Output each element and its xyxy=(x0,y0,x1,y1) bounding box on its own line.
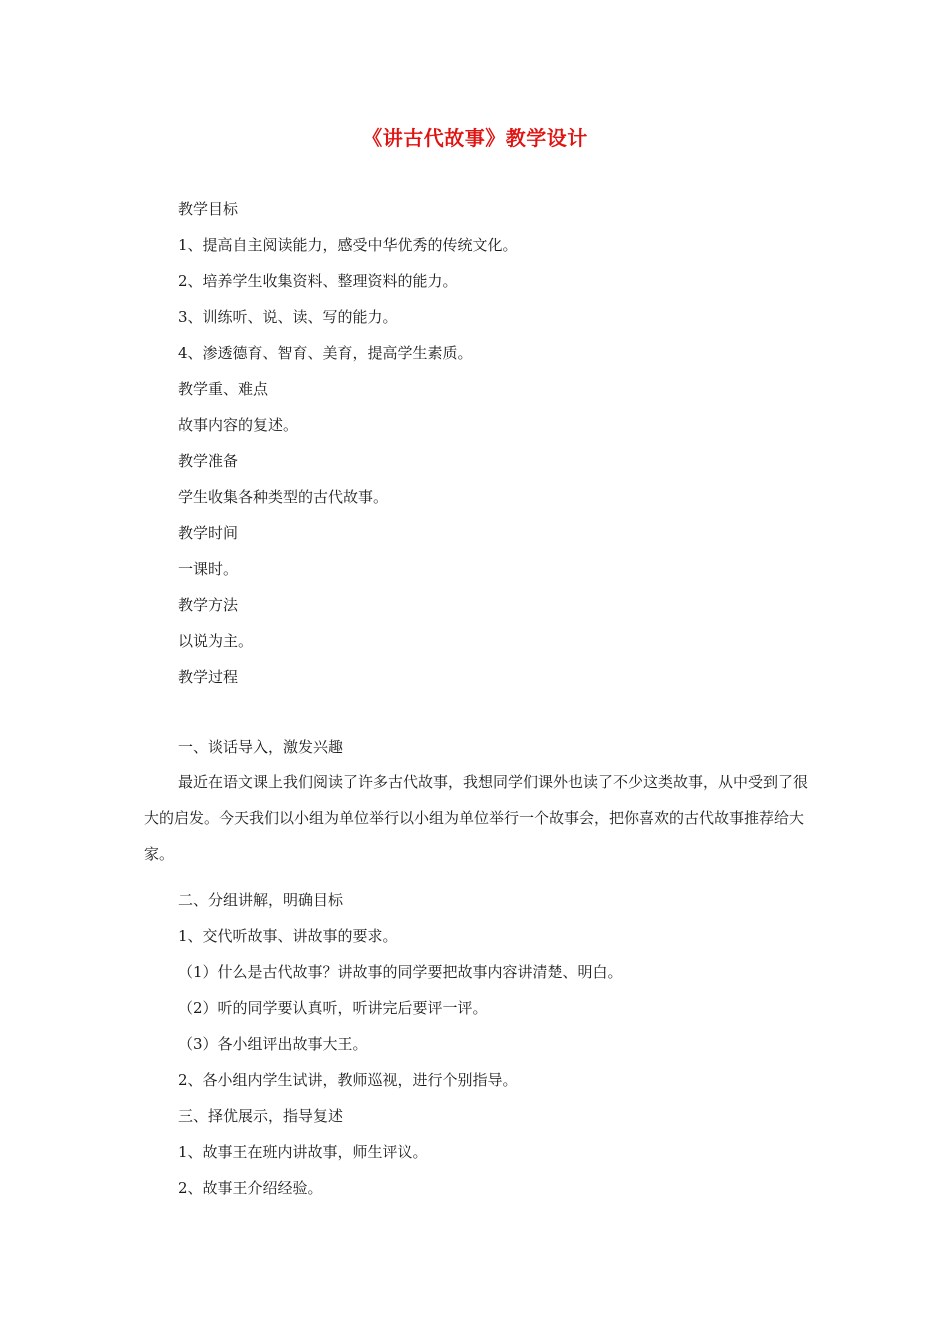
goal-item-2: 2、培养学生收集资料、整理资料的能力。 xyxy=(178,272,458,290)
section-heading-time: 教学时间 xyxy=(178,524,239,542)
section-heading-preparation: 教学准备 xyxy=(178,452,239,470)
step-2-subitem-2: （2）听的同学要认真听，听讲完后要评一评。 xyxy=(178,999,488,1017)
section-heading-process: 教学过程 xyxy=(178,668,239,686)
step-3-item-1: 1、故事王在班内讲故事，师生评议。 xyxy=(178,1143,428,1161)
preparation-text: 学生收集各种类型的古代故事。 xyxy=(178,488,389,506)
step-heading-1: 一、谈话导入，激发兴趣 xyxy=(178,738,344,756)
key-points-text: 故事内容的复述。 xyxy=(178,416,299,434)
goal-item-1: 1、提高自主阅读能力，感受中华优秀的传统文化。 xyxy=(178,236,518,254)
method-text: 以说为主。 xyxy=(178,632,254,650)
document-title: 《讲古代故事》教学设计 xyxy=(362,126,588,150)
goal-item-3: 3、训练听、说、读、写的能力。 xyxy=(178,308,398,326)
section-heading-method: 教学方法 xyxy=(178,596,239,614)
section-heading-key-points: 教学重、难点 xyxy=(178,380,269,398)
step-2-subitem-1: （1）什么是古代故事？讲故事的同学要把故事内容讲清楚、明白。 xyxy=(178,963,623,981)
time-text: 一课时。 xyxy=(178,560,239,578)
section-heading-goals: 教学目标 xyxy=(178,200,239,218)
step-3-item-2: 2、故事王介绍经验。 xyxy=(178,1179,323,1197)
intro-paragraph: 最近在语文课上我们阅读了许多古代故事，我想同学们课外也读了不少这类故事，从中受到了很大的启发。今天我们以小组为单位举行以小组为单位举行一个故事会，把你喜欢的古代故事推荐给大家。 xyxy=(144,773,809,863)
step-heading-3: 三、择优展示，指导复述 xyxy=(178,1107,344,1125)
step-2-item-2: 2、各小组内学生试讲，教师巡视，进行个别指导。 xyxy=(178,1071,518,1089)
step-2-item-1: 1、交代听故事、讲故事的要求。 xyxy=(178,927,398,945)
step-heading-2: 二、分组讲解，明确目标 xyxy=(178,891,344,909)
goal-item-4: 4、渗透德育、智育、美育，提高学生素质。 xyxy=(178,344,473,362)
step-2-subitem-3: （3）各小组评出故事大王。 xyxy=(178,1035,368,1053)
